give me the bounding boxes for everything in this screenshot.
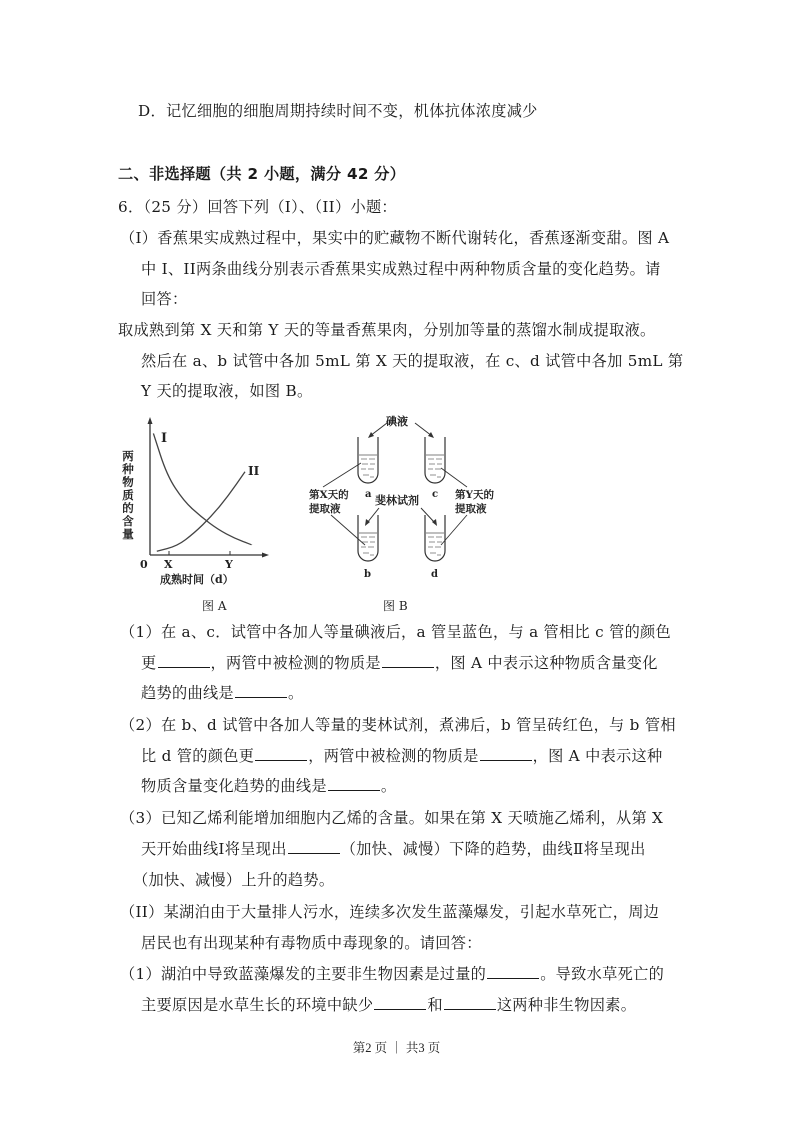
q1-text: ，两管中被检测的物质是	[210, 654, 381, 672]
answer-blank[interactable]	[487, 964, 539, 979]
q2-text: 比 d 管的颜色更	[141, 747, 255, 765]
part2-line-2: 居民也有出现某种有毒物质中毒现象的。请回答：	[141, 934, 482, 952]
iodine-label: 碘液	[386, 415, 408, 428]
question-intro: 6．（25 分）回答下列（I）、（II）小题：	[118, 198, 397, 216]
day-y-label-1: 第Y天的	[455, 489, 494, 501]
part2-line-1: （II）某湖泊由于大量排人污水，连续多次发生蓝藻爆发，引起水草死亡，周边	[120, 903, 660, 921]
iodine-arrow-c	[415, 423, 432, 436]
arrow-head	[428, 432, 434, 438]
leader-line-b	[331, 515, 365, 545]
leader-line-c	[441, 468, 467, 487]
y-axis-label: 两种物质的含量	[122, 449, 134, 541]
tube-label-a: a	[365, 489, 372, 500]
part2-text: 主要原因是水草生长的环境中缺少	[141, 996, 374, 1014]
figure-b	[295, 405, 520, 615]
part2-text: （1）湖泊中导致蓝藻爆发的主要非生物因素是过量的	[120, 965, 487, 983]
part1-line-1: （I）香蕉果实成熟过程中，果实中的贮藏物不断代谢转化，香蕉逐渐变甜。图 A	[120, 229, 670, 247]
part1-line-6: Y 天的提取液，如图 B。	[141, 382, 313, 400]
answer-blank[interactable]	[382, 653, 434, 668]
q3-text: 天开始曲线Ⅰ将呈现出	[141, 840, 287, 858]
part2-text: 和	[427, 996, 443, 1014]
section-heading: 二、非选择题（共 2 小题，满分 42 分）	[118, 165, 406, 183]
q2-text: ，图 A 中表示这种	[532, 747, 663, 765]
leader-line-a	[323, 463, 361, 487]
page-footer: 第2 页 ｜ 共3 页	[352, 1041, 441, 1055]
fehling-arrow-b	[367, 508, 379, 523]
figure-a	[120, 415, 285, 615]
part1-line-2: 中 I、II两条曲线分别表示香蕉果实成熟过程中两种物质含量的变化趋势。请	[141, 260, 661, 278]
q1-text: ，图 A 中表示这种物质含量变化	[434, 654, 658, 672]
x-axis-arrow	[262, 553, 269, 558]
q2-text: ，两管中被检测的物质是	[308, 747, 479, 765]
q1-text: 更	[141, 654, 157, 672]
arrow-head	[368, 432, 374, 438]
day-y-label-2: 提取液	[455, 503, 487, 515]
day-x-label-1: 第X天的	[309, 489, 349, 501]
iodine-arrow-a	[370, 423, 387, 436]
answer-blank[interactable]	[328, 776, 380, 791]
curve-label-ii: II	[248, 464, 260, 478]
option-d: D．记忆细胞的细胞周期持续时间不变，机体抗体浓度减少	[138, 102, 538, 120]
figure-a-caption: 图 A	[202, 599, 227, 613]
tube-label-c: c	[432, 489, 439, 500]
q2-line-1: （2）在 b、d 试管中各加人等量的斐林试剂，煮沸后，b 管呈砖红色，与 b 管相	[120, 716, 676, 734]
fehling-label: 斐林试剂	[375, 494, 419, 507]
answer-blank[interactable]	[235, 683, 287, 698]
q2-line-3	[141, 776, 396, 796]
part2-text: 这两种非生物因素。	[496, 996, 637, 1014]
answer-blank[interactable]	[288, 839, 340, 854]
q2-text: 物质含量变化趋势的曲线是	[141, 777, 327, 795]
part2-q1-line-2	[141, 995, 636, 1015]
day-x-label-2: 提取液	[309, 503, 341, 515]
answer-blank[interactable]	[255, 746, 307, 761]
q2-text: 。	[380, 777, 397, 795]
part2-text: 。导致水草死亡的	[540, 965, 665, 983]
x-axis-label: 成熟时间（d）	[160, 573, 234, 586]
q1-line-3	[141, 683, 303, 703]
figure-b-caption: 图 B	[383, 599, 408, 613]
curve-i	[153, 433, 251, 544]
q1-line-1: （1）在 a、c．试管中各加人等量碘液后，a 管呈蓝色，与 a 管相比 c 管的颜色	[120, 623, 672, 641]
part2-q1-line-1	[120, 964, 664, 984]
fehling-arrow-d	[421, 508, 435, 523]
q3-line-1: （3）已知乙烯利能增加细胞内乙烯的含量。如果在第 X 天喷施乙烯利，从第 X	[120, 809, 664, 827]
test-tube-a	[358, 437, 378, 483]
q1-line-2	[141, 653, 658, 673]
tube-label-b: b	[364, 569, 371, 580]
y-axis-arrow	[148, 417, 153, 424]
q3-line-2	[141, 839, 646, 859]
tube-label-d: d	[431, 569, 438, 580]
origin-label: 0	[140, 558, 148, 571]
x-tick-label-y: Y	[225, 558, 233, 571]
x-tick-label-x: X	[164, 558, 173, 571]
curve-ii	[157, 472, 245, 551]
q3-text: （加快、减慢）下降的趋势，曲线Ⅱ将呈现出	[340, 840, 646, 858]
answer-blank[interactable]	[374, 995, 426, 1010]
answer-blank[interactable]	[480, 746, 532, 761]
part1-line-4: 取成熟到第 X 天和第 Y 天的等量香蕉果肉，分别加等量的蒸馏水制成提取液。	[118, 321, 656, 339]
part1-line-5: 然后在 a、b 试管中各加 5mL 第 X 天的提取液，在 c、d 试管中各加 5mL 第	[141, 352, 684, 370]
part1-line-3: 回答：	[141, 290, 188, 308]
q3-line-3: （加快、减慢）上升的趋势。	[133, 871, 335, 889]
curve-label-i: I	[161, 431, 168, 446]
q1-text: 趋势的曲线是	[141, 684, 234, 702]
test-tube-c	[425, 437, 445, 483]
answer-blank[interactable]	[444, 995, 496, 1010]
q2-line-2	[141, 746, 663, 766]
q1-text: 。	[287, 684, 304, 702]
answer-blank[interactable]	[158, 653, 210, 668]
